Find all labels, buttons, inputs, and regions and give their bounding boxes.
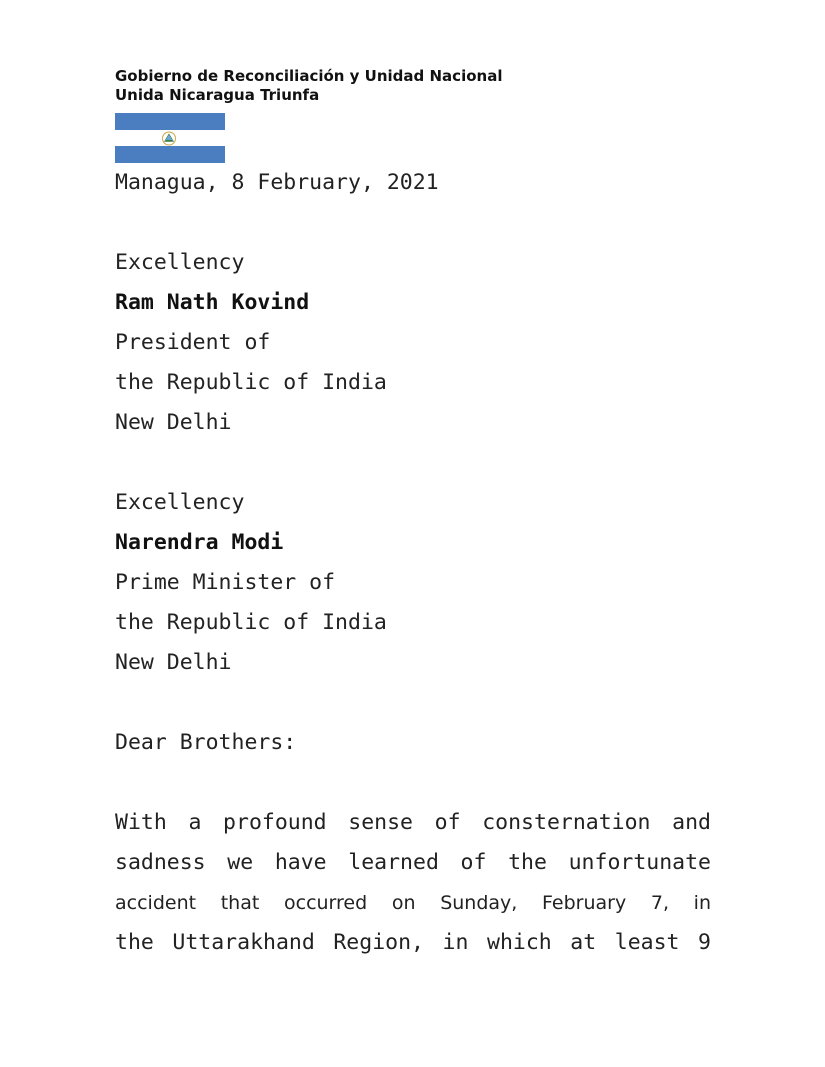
recipient1-name: Ram Nath Kovind xyxy=(115,290,310,315)
letterhead xyxy=(115,67,502,105)
body-line: sadness we have learned of the unfortunate xyxy=(115,850,711,875)
letterhead-slogan: Unida Nicaragua Triunfa xyxy=(115,86,320,104)
recipient1-title: President of xyxy=(115,330,271,355)
blank-line xyxy=(115,203,711,243)
body-line: With a profound sense of consternation and xyxy=(115,810,711,835)
recipient2-salutation: Excellency xyxy=(115,490,245,515)
recipient2-country: the Republic of India xyxy=(115,610,387,635)
flag-bottom-stripe xyxy=(115,146,225,163)
blank-line xyxy=(115,763,711,803)
blank-line xyxy=(115,683,711,723)
coat-of-arms-icon xyxy=(161,131,177,146)
date-line: Managua, 8 February, 2021 xyxy=(115,170,439,195)
greeting: Dear Brothers: xyxy=(115,730,297,755)
blank-line xyxy=(115,443,711,483)
recipient2-city: New Delhi xyxy=(115,650,232,675)
recipient2-name: Narendra Modi xyxy=(115,530,284,555)
recipient2-title: Prime Minister of xyxy=(115,570,336,595)
nicaragua-flag-icon xyxy=(115,113,225,163)
recipient1-country: the Republic of India xyxy=(115,370,387,395)
recipient1-salutation: Excellency xyxy=(115,250,245,275)
flag-middle-stripe xyxy=(115,130,225,147)
flag-top-stripe xyxy=(115,113,225,130)
body-line: the Uttarakhand Region, in which at least 9 xyxy=(115,930,711,955)
recipient1-city: New Delhi xyxy=(115,410,232,435)
letterhead-government-name: Gobierno de Reconciliación y Unidad Nacional xyxy=(115,67,503,85)
body-line: accident that occurred on Sunday, February 7, in xyxy=(115,892,711,914)
letter-body xyxy=(115,163,711,963)
